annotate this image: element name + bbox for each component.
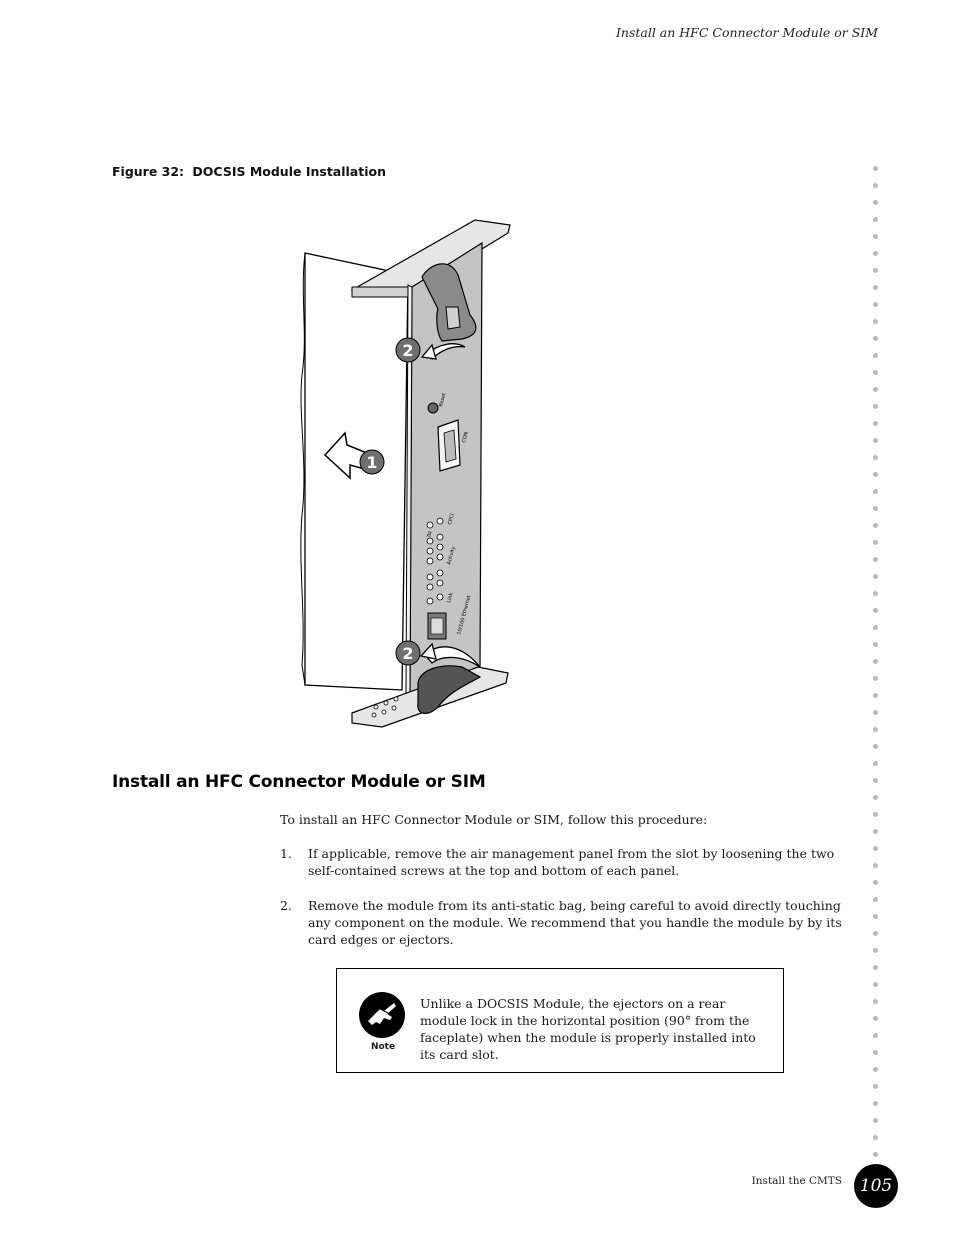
rail-dot (873, 336, 878, 341)
rail-dot (873, 1067, 878, 1072)
panel-label-activity: Activity (446, 545, 457, 566)
step-text: If applicable, remove the air management panel from the slot by loosening the two self-contained screws at the top and bottom of each panel. (308, 846, 835, 878)
rail-dot (873, 234, 878, 239)
note-hand-icon (358, 991, 406, 1039)
panel-label-tst: Tst (426, 530, 434, 539)
rail-dot (873, 540, 878, 545)
chassis-wall (305, 253, 408, 690)
rail-dot (873, 1050, 878, 1055)
panel-label-link: Link (446, 592, 455, 604)
rail-dot (873, 200, 878, 205)
rail-dot (873, 863, 878, 868)
rail-dot (873, 217, 878, 222)
rail-dot (873, 166, 878, 171)
rail-dot (873, 302, 878, 307)
rail-dot (873, 268, 878, 273)
rail-dot (873, 1118, 878, 1123)
rail-dot (873, 404, 878, 409)
docsis-module-illustration (290, 215, 530, 740)
rail-dot (873, 625, 878, 630)
rail-dot (873, 455, 878, 460)
running-header: Install an HFC Connector Module or SIM (615, 25, 878, 40)
figure-title: DOCSIS Module Installation (192, 164, 386, 179)
rail-dot (873, 319, 878, 324)
rail-dot (873, 710, 878, 715)
rail-dot (873, 506, 878, 511)
rail-dot (873, 574, 878, 579)
rail-dot (873, 370, 878, 375)
rail-dot (873, 353, 878, 358)
step-text: Remove the module from its anti-static bag, being careful to avoid directly touching any component on the module. We recommend that you handle the module by by its card edges or ejectors. (308, 898, 842, 947)
figure-number: Figure 32: (112, 164, 185, 179)
step-number: 1. (280, 846, 292, 861)
rail-dot (873, 999, 878, 1004)
callout-2-bottom (396, 641, 420, 665)
rail-dot (873, 285, 878, 290)
rail-dot (873, 1084, 878, 1089)
rail-dot (873, 880, 878, 885)
callout-2-top (396, 338, 420, 362)
rail-dot (873, 472, 878, 477)
rail-dot (873, 659, 878, 664)
rail-dot (873, 489, 878, 494)
rail-dot (873, 251, 878, 256)
rail-dot (873, 642, 878, 647)
note-label: Note (370, 1042, 396, 1052)
rail-dot (873, 812, 878, 817)
svg-text:2: 2 (402, 341, 414, 360)
rail-dot (873, 421, 878, 426)
rail-dot (873, 1016, 878, 1021)
footer-section-title: Install the CMTS (751, 1175, 842, 1187)
panel-label-ethernet: 10/100 Ethernet (456, 594, 473, 636)
procedure-step (280, 845, 842, 879)
panel-label-con: CON (461, 431, 470, 444)
figure-caption (112, 164, 386, 179)
rail-dot (873, 914, 878, 919)
rail-dot (873, 948, 878, 953)
rail-dot (873, 693, 878, 698)
panel-label-cpci: CPCI (447, 512, 456, 526)
rail-dot (873, 982, 878, 987)
svg-text:1: 1 (366, 453, 378, 472)
rail-dot (873, 846, 878, 851)
rail-dot (873, 965, 878, 970)
rail-dot (873, 438, 878, 443)
rail-dot (873, 183, 878, 188)
intro-paragraph: To install an HFC Connector Module or SIM, follow this procedure: (280, 812, 708, 827)
svg-text:2: 2 (402, 644, 414, 663)
procedure-step (280, 897, 842, 948)
note-text: Unlike a DOCSIS Module, the ejectors on a rear module lock in the horizontal position (90° from the faceplate) when the module is properly installed into its card slot. (420, 996, 756, 1062)
rail-dot (873, 1101, 878, 1106)
rail-dot (873, 523, 878, 528)
step-number: 2. (280, 898, 292, 913)
rail-dot (873, 778, 878, 783)
procedure-steps (280, 845, 842, 966)
section-heading: Install an HFC Connector Module or SIM (112, 772, 486, 792)
rail-dot (873, 931, 878, 936)
rail-dot (873, 557, 878, 562)
reset-button (428, 403, 438, 413)
rail-dot (873, 1135, 878, 1140)
panel-label-reset: Reset (438, 392, 448, 408)
rail-dot (873, 1152, 878, 1157)
note-box (336, 968, 784, 1073)
rail-dot (873, 676, 878, 681)
rail-dot (873, 387, 878, 392)
callout-1 (360, 450, 384, 474)
rail-dot (873, 897, 878, 902)
rail-dot (873, 1033, 878, 1038)
rail-dot (873, 591, 878, 596)
rail-dot (873, 795, 878, 800)
rail-dot (873, 727, 878, 732)
rail-dot (873, 608, 878, 613)
rail-dot (873, 744, 878, 749)
rail-dot (873, 829, 878, 834)
rail-dot (873, 761, 878, 766)
page-number-badge: 105 (854, 1164, 898, 1208)
